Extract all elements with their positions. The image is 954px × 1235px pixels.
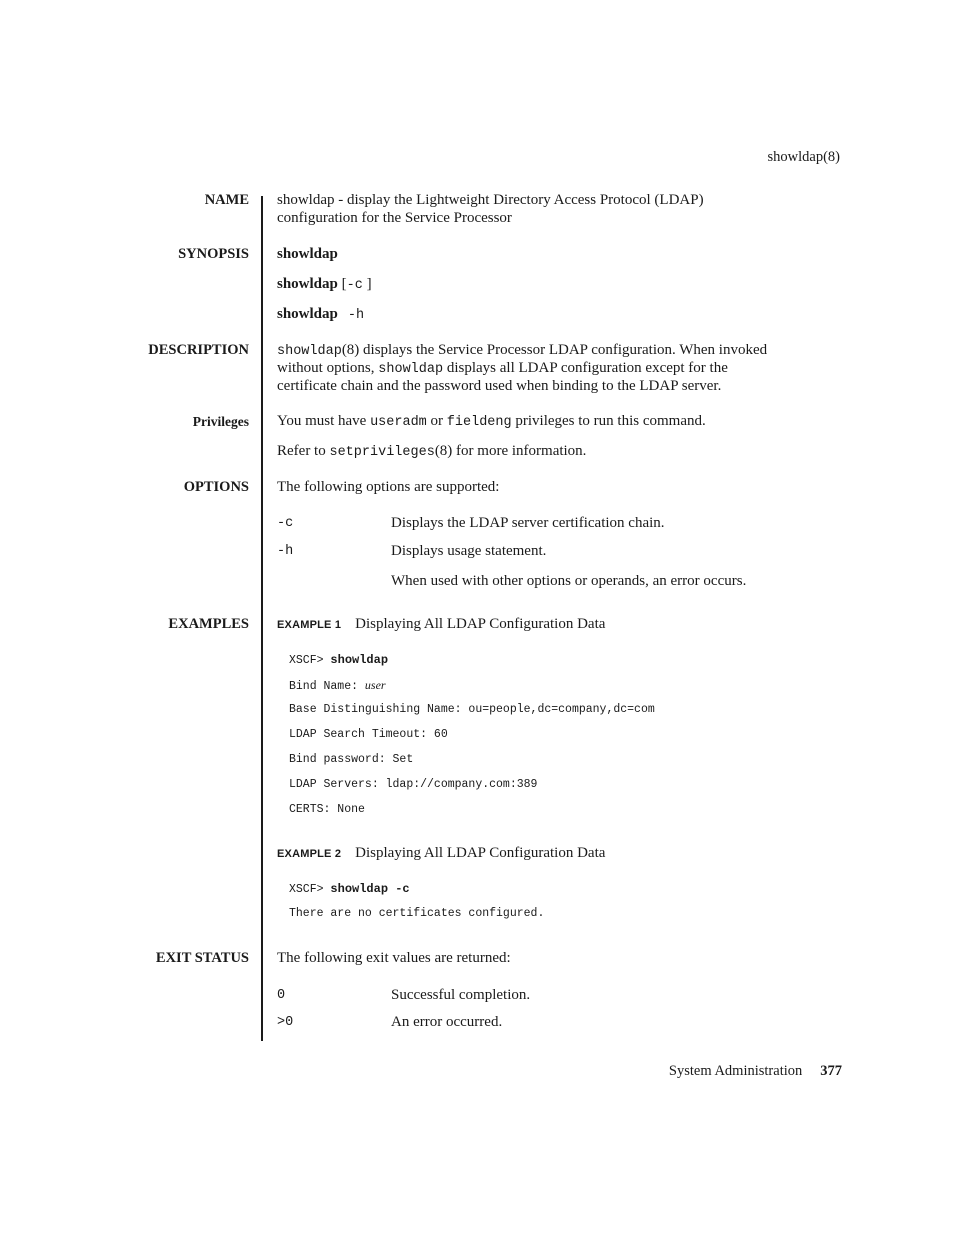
section-label-exit-status: EXIT STATUS <box>155 950 249 966</box>
option-desc-c: Displays the LDAP server certification chain. <box>391 515 665 531</box>
description-line-1 <box>277 342 767 359</box>
example-1-servers: LDAP Servers: ldap://company.com:389 <box>289 778 538 791</box>
running-header: showldap(8) <box>767 149 840 165</box>
description-text-2a: without options, <box>277 360 379 376</box>
privileges-text-a: You must have <box>277 413 371 429</box>
privileges-ref-text-a: Refer to <box>277 443 330 459</box>
example-1-prompt: XSCF> <box>289 654 331 667</box>
example-2-command <box>289 882 410 896</box>
example-2-output: There are no certificates configured. <box>289 907 545 920</box>
description-text-1: (8) displays the Service Processor LDAP configuration. When invoked <box>341 342 768 358</box>
exit-value-0: 0 <box>277 988 286 1003</box>
option-desc-h-extra: When used with other options or operands, an error occurs. <box>391 573 747 589</box>
synopsis-opt-c: -c <box>346 278 363 293</box>
option-name-h: -h <box>277 544 294 559</box>
option-desc-h: Displays usage statement. <box>391 543 547 559</box>
synopsis-cmd-2-name: showldap <box>277 276 338 292</box>
exit-desc-gt0: An error occurred. <box>391 1014 503 1030</box>
privileges-text-c: privileges to run this command. <box>511 413 706 429</box>
description-text-2b: displays all LDAP configuration except for the <box>443 360 728 376</box>
example-1-timeout: LDAP Search Timeout: 60 <box>289 728 448 741</box>
section-label-name: NAME <box>204 192 249 208</box>
example-2-heading <box>277 845 605 862</box>
exit-desc-0: Successful completion. <box>391 987 531 1003</box>
bind-name-label: Bind Name: <box>289 680 365 693</box>
section-divider-rule <box>261 196 263 1041</box>
example-1-command <box>289 653 388 667</box>
option-name-c: -c <box>277 516 294 531</box>
synopsis-bracket-open: [ <box>337 276 347 292</box>
example-1-cmd: showldap <box>330 653 389 667</box>
example-2-cmd: showldap -c <box>330 882 410 896</box>
example-1-heading <box>277 616 605 633</box>
description-line-2 <box>277 360 728 377</box>
example-1-bind-password: Bind password: Set <box>289 753 414 766</box>
synopsis-cmd-2 <box>277 276 372 293</box>
page-footer <box>669 1063 842 1080</box>
example-2-prompt: XSCF> <box>289 883 331 896</box>
privilege-useradm: useradm <box>370 415 427 430</box>
name-line-1: showldap - display the Lightweight Directory Access Protocol (LDAP) <box>277 192 704 208</box>
name-line-2: configuration for the Service Processor <box>277 210 512 226</box>
section-label-description: DESCRIPTION <box>148 342 249 358</box>
synopsis-bracket-close: ] <box>362 276 372 292</box>
example-2-tag: EXAMPLE 2 <box>277 848 342 860</box>
setprivileges-ref: setprivileges <box>329 445 435 460</box>
options-intro: The following options are supported: <box>277 479 500 495</box>
description-line-3: certificate chain and the password used when binding to the LDAP server. <box>277 378 722 394</box>
description-cmd-ref: showldap <box>277 344 342 359</box>
privileges-line-1 <box>277 413 706 430</box>
exit-status-intro: The following exit values are returned: <box>277 950 511 966</box>
synopsis-opt-h: -h <box>347 308 365 323</box>
page-number: 377 <box>820 1063 842 1079</box>
bind-name-value: user <box>364 678 386 692</box>
section-label-options: OPTIONS <box>183 479 249 495</box>
privilege-fieldeng: fieldeng <box>446 415 512 430</box>
example-1-tag: EXAMPLE 1 <box>277 619 342 631</box>
synopsis-cmd-3 <box>277 306 364 323</box>
section-label-privileges: Privileges <box>192 414 249 429</box>
example-1-base-dn: Base Distinguishing Name: ou=people,dc=company,dc=com <box>289 703 655 716</box>
privileges-ref-text-b: (8) for more information. <box>434 443 587 459</box>
example-2-title: Displaying All LDAP Configuration Data <box>355 845 606 861</box>
example-1-bind-name <box>289 678 386 693</box>
synopsis-cmd-1: showldap <box>277 246 338 262</box>
example-1-title: Displaying All LDAP Configuration Data <box>355 616 606 632</box>
footer-section-title: System Administration <box>668 1063 803 1079</box>
privileges-text-b: or <box>426 413 447 429</box>
exit-value-gt0: >0 <box>277 1015 294 1030</box>
section-label-synopsis: SYNOPSIS <box>178 246 249 262</box>
description-cmd-ref-2: showldap <box>378 362 444 377</box>
synopsis-cmd-3-name: showldap <box>277 306 338 322</box>
section-label-examples: EXAMPLES <box>168 616 249 632</box>
example-1-certs: CERTS: None <box>289 803 365 816</box>
privileges-line-2 <box>277 443 586 460</box>
